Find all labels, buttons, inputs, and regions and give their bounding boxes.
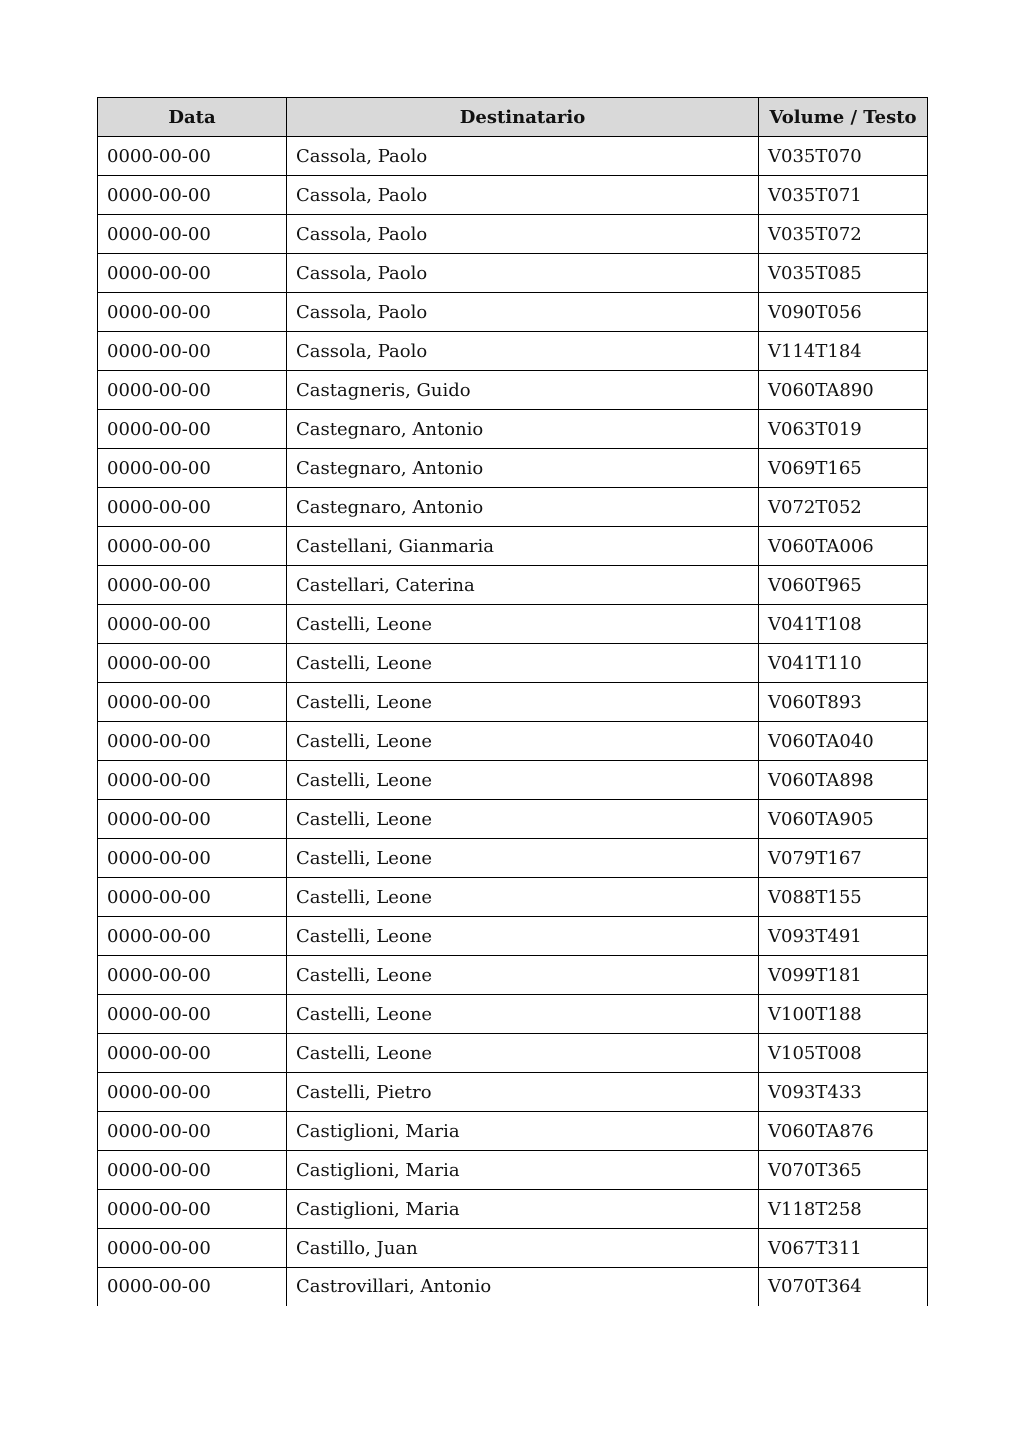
table-row xyxy=(98,527,928,566)
cell-volume-text: V088T155 xyxy=(759,878,928,917)
cell-volume-text: V060TA890 xyxy=(759,371,928,410)
table-row xyxy=(98,1112,928,1151)
cell-date: 0000-00-00 xyxy=(98,410,287,449)
cell-recipient: Castegnaro, Antonio xyxy=(287,488,759,527)
table-row xyxy=(98,1034,928,1073)
cell-date: 0000-00-00 xyxy=(98,488,287,527)
cell-recipient: Castiglioni, Maria xyxy=(287,1151,759,1190)
cell-date: 0000-00-00 xyxy=(98,605,287,644)
cell-recipient: Cassola, Paolo xyxy=(287,332,759,371)
cell-recipient: Castrovillari, Antonio xyxy=(287,1268,759,1306)
cell-date: 0000-00-00 xyxy=(98,644,287,683)
cell-recipient: Castellari, Caterina xyxy=(287,566,759,605)
table-row xyxy=(98,605,928,644)
table-row xyxy=(98,995,928,1034)
cell-date: 0000-00-00 xyxy=(98,566,287,605)
cell-recipient: Castelli, Leone xyxy=(287,839,759,878)
cell-date: 0000-00-00 xyxy=(98,137,287,176)
cell-volume-text: V063T019 xyxy=(759,410,928,449)
cell-volume-text: V067T311 xyxy=(759,1229,928,1268)
cell-recipient: Castelli, Leone xyxy=(287,644,759,683)
table-row xyxy=(98,371,928,410)
table-row xyxy=(98,761,928,800)
cell-volume-text: V099T181 xyxy=(759,956,928,995)
table-row xyxy=(98,878,928,917)
table-row xyxy=(98,722,928,761)
column-header-date: Data xyxy=(98,98,287,137)
cell-date: 0000-00-00 xyxy=(98,1112,287,1151)
cell-date: 0000-00-00 xyxy=(98,800,287,839)
cell-date: 0000-00-00 xyxy=(98,1034,287,1073)
cell-volume-text: V035T085 xyxy=(759,254,928,293)
cell-volume-text: V072T052 xyxy=(759,488,928,527)
cell-recipient: Castelli, Leone xyxy=(287,683,759,722)
cell-recipient: Castillo, Juan xyxy=(287,1229,759,1268)
table-row xyxy=(98,332,928,371)
cell-date: 0000-00-00 xyxy=(98,371,287,410)
cell-volume-text: V090T056 xyxy=(759,293,928,332)
cell-recipient: Castiglioni, Maria xyxy=(287,1112,759,1151)
column-header-volume-text: Volume / Testo xyxy=(759,98,928,137)
table-row xyxy=(98,293,928,332)
cell-date: 0000-00-00 xyxy=(98,254,287,293)
cell-volume-text: V079T167 xyxy=(759,839,928,878)
cell-volume-text: V041T108 xyxy=(759,605,928,644)
table-row xyxy=(98,1229,928,1268)
table-row xyxy=(98,176,928,215)
letters-index-table xyxy=(97,97,928,1306)
cell-date: 0000-00-00 xyxy=(98,995,287,1034)
table-row xyxy=(98,410,928,449)
table-row xyxy=(98,956,928,995)
table-row xyxy=(98,1190,928,1229)
table-row xyxy=(98,1268,928,1306)
cell-recipient: Cassola, Paolo xyxy=(287,176,759,215)
table-row xyxy=(98,254,928,293)
cell-date: 0000-00-00 xyxy=(98,839,287,878)
cell-date: 0000-00-00 xyxy=(98,722,287,761)
cell-volume-text: V060TA876 xyxy=(759,1112,928,1151)
table-body xyxy=(98,137,928,1306)
table-row xyxy=(98,917,928,956)
cell-recipient: Castelli, Leone xyxy=(287,956,759,995)
cell-recipient: Castelli, Leone xyxy=(287,995,759,1034)
cell-recipient: Castellani, Gianmaria xyxy=(287,527,759,566)
cell-recipient: Castiglioni, Maria xyxy=(287,1190,759,1229)
cell-date: 0000-00-00 xyxy=(98,1190,287,1229)
table-row xyxy=(98,839,928,878)
cell-volume-text: V114T184 xyxy=(759,332,928,371)
cell-date: 0000-00-00 xyxy=(98,332,287,371)
cell-volume-text: V069T165 xyxy=(759,449,928,488)
table-row xyxy=(98,488,928,527)
cell-date: 0000-00-00 xyxy=(98,527,287,566)
cell-recipient: Cassola, Paolo xyxy=(287,254,759,293)
cell-recipient: Castelli, Leone xyxy=(287,605,759,644)
cell-recipient: Castelli, Leone xyxy=(287,800,759,839)
table-row xyxy=(98,1073,928,1112)
cell-volume-text: V100T188 xyxy=(759,995,928,1034)
cell-volume-text: V060TA040 xyxy=(759,722,928,761)
cell-volume-text: V093T433 xyxy=(759,1073,928,1112)
cell-date: 0000-00-00 xyxy=(98,1151,287,1190)
table-row xyxy=(98,449,928,488)
cell-recipient: Castelli, Leone xyxy=(287,1034,759,1073)
table-header xyxy=(98,98,928,137)
cell-date: 0000-00-00 xyxy=(98,449,287,488)
cell-recipient: Castelli, Leone xyxy=(287,722,759,761)
table-row xyxy=(98,137,928,176)
cell-recipient: Castelli, Leone xyxy=(287,917,759,956)
cell-volume-text: V105T008 xyxy=(759,1034,928,1073)
cell-volume-text: V035T071 xyxy=(759,176,928,215)
cell-recipient: Castelli, Pietro xyxy=(287,1073,759,1112)
cell-recipient: Castelli, Leone xyxy=(287,761,759,800)
cell-date: 0000-00-00 xyxy=(98,761,287,800)
table-row xyxy=(98,644,928,683)
cell-volume-text: V070T365 xyxy=(759,1151,928,1190)
cell-date: 0000-00-00 xyxy=(98,683,287,722)
cell-date: 0000-00-00 xyxy=(98,1268,287,1306)
header-row xyxy=(98,98,928,137)
cell-date: 0000-00-00 xyxy=(98,293,287,332)
cell-volume-text: V060T893 xyxy=(759,683,928,722)
cell-date: 0000-00-00 xyxy=(98,176,287,215)
cell-date: 0000-00-00 xyxy=(98,956,287,995)
cell-volume-text: V060T965 xyxy=(759,566,928,605)
cell-volume-text: V060TA905 xyxy=(759,800,928,839)
cell-recipient: Cassola, Paolo xyxy=(287,215,759,254)
cell-recipient: Cassola, Paolo xyxy=(287,293,759,332)
column-header-recipient: Destinatario xyxy=(287,98,759,137)
cell-volume-text: V060TA006 xyxy=(759,527,928,566)
cell-date: 0000-00-00 xyxy=(98,1073,287,1112)
table-row xyxy=(98,1151,928,1190)
cell-recipient: Castagneris, Guido xyxy=(287,371,759,410)
cell-volume-text: V041T110 xyxy=(759,644,928,683)
cell-volume-text: V060TA898 xyxy=(759,761,928,800)
cell-volume-text: V070T364 xyxy=(759,1268,928,1306)
table-row xyxy=(98,683,928,722)
cell-volume-text: V035T072 xyxy=(759,215,928,254)
cell-recipient: Cassola, Paolo xyxy=(287,137,759,176)
cell-recipient: Castegnaro, Antonio xyxy=(287,449,759,488)
cell-volume-text: V035T070 xyxy=(759,137,928,176)
cell-date: 0000-00-00 xyxy=(98,878,287,917)
table-row xyxy=(98,566,928,605)
table-row xyxy=(98,215,928,254)
cell-volume-text: V118T258 xyxy=(759,1190,928,1229)
cell-date: 0000-00-00 xyxy=(98,215,287,254)
cell-recipient: Castelli, Leone xyxy=(287,878,759,917)
cell-date: 0000-00-00 xyxy=(98,917,287,956)
cell-volume-text: V093T491 xyxy=(759,917,928,956)
table-row xyxy=(98,800,928,839)
cell-recipient: Castegnaro, Antonio xyxy=(287,410,759,449)
cell-date: 0000-00-00 xyxy=(98,1229,287,1268)
